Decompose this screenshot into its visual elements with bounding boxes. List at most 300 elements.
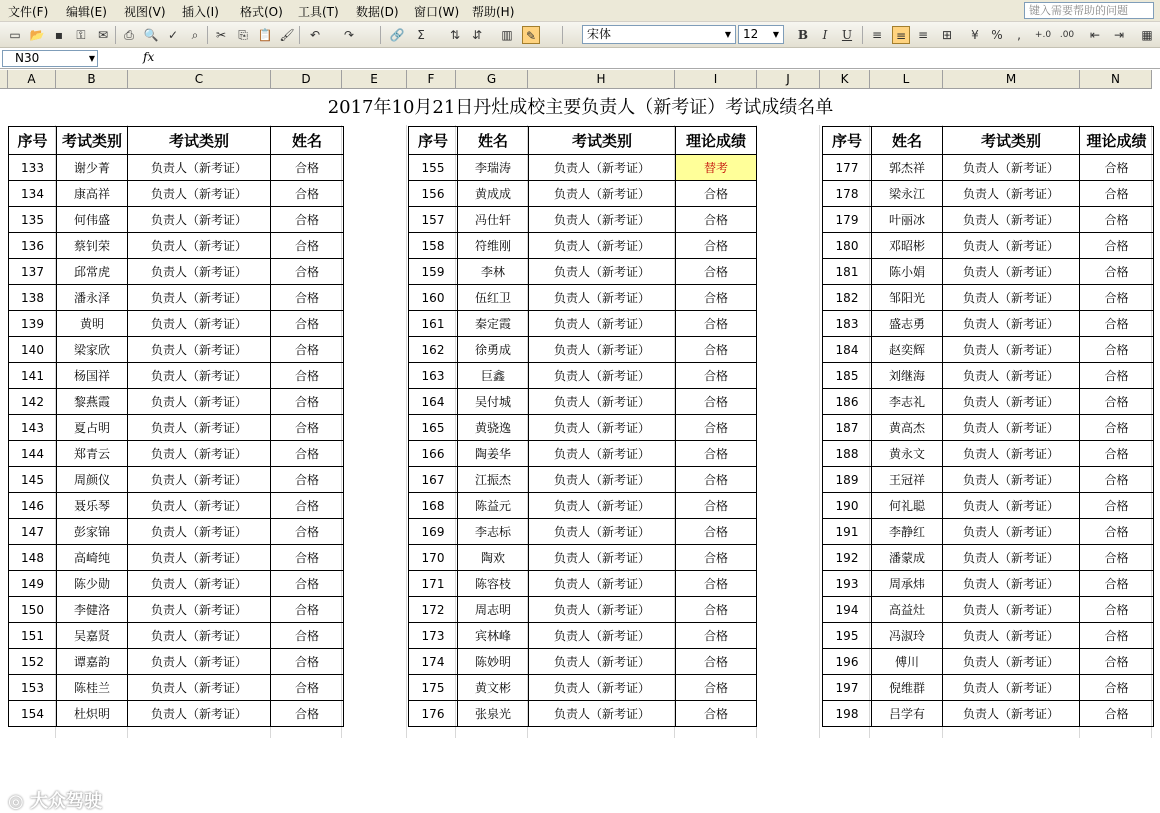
cell[interactable]: 负责人（新考证） [943,259,1080,285]
cell[interactable]: 郭杰祥 [872,155,943,181]
cell[interactable]: 黄明 [57,311,128,337]
cell[interactable]: 冯淑玲 [872,623,943,649]
column-heading[interactable]: 序号 [823,127,872,155]
cell[interactable]: 合格 [676,389,757,415]
cell[interactable]: 合格 [271,675,344,701]
sort-descending-icon[interactable]: ⇵ [471,28,483,42]
cell[interactable]: 141 [9,363,57,389]
cell[interactable]: 负责人（新考证） [529,493,676,519]
cell[interactable]: 负责人（新考证） [529,519,676,545]
cell[interactable]: 巨鑫 [458,363,529,389]
cell[interactable]: 彭家锦 [57,519,128,545]
cell[interactable]: 符维刚 [458,233,529,259]
cell[interactable]: 179 [823,207,872,233]
decrease-decimal-icon[interactable]: .00 [1059,30,1075,40]
cell[interactable]: 黎燕霞 [57,389,128,415]
cell[interactable]: 191 [823,519,872,545]
cell[interactable]: 合格 [676,259,757,285]
cell[interactable]: 合格 [271,545,344,571]
cell[interactable]: 合格 [1080,571,1154,597]
cell[interactable]: 负责人（新考证） [128,519,271,545]
column-header[interactable]: M [943,70,1080,89]
cell[interactable]: 负责人（新考证） [128,181,271,207]
cell[interactable]: 合格 [676,233,757,259]
cell[interactable]: 合格 [1080,467,1154,493]
cell[interactable]: 合格 [1080,337,1154,363]
cell[interactable]: 邓昭彬 [872,233,943,259]
cell[interactable]: 吴嘉贤 [57,623,128,649]
cell[interactable]: 潘永泽 [57,285,128,311]
cell[interactable]: 合格 [1080,181,1154,207]
cell[interactable]: 合格 [271,649,344,675]
cell[interactable]: 夏占明 [57,415,128,441]
cell[interactable]: 合格 [676,571,757,597]
cell[interactable]: 155 [409,155,458,181]
cell[interactable]: 负责人（新考证） [529,571,676,597]
cut-icon[interactable]: ✂ [215,28,227,42]
cell[interactable]: 负责人（新考证） [529,675,676,701]
cell[interactable]: 负责人（新考证） [128,571,271,597]
cell[interactable]: 145 [9,467,57,493]
cell[interactable]: 合格 [1080,649,1154,675]
cell[interactable]: 负责人（新考证） [529,415,676,441]
align-center-icon[interactable]: ≡ [892,26,910,44]
merge-center-icon[interactable]: ⊞ [941,28,953,42]
cell[interactable]: 负责人（新考证） [943,545,1080,571]
cell[interactable]: 合格 [271,493,344,519]
cell[interactable]: 负责人（新考证） [529,441,676,467]
menu-view[interactable]: 视图(V) [124,5,166,19]
cell[interactable]: 王冠祥 [872,467,943,493]
cell[interactable]: 138 [9,285,57,311]
cell[interactable]: 吴付城 [458,389,529,415]
underline-button[interactable]: U [841,28,853,42]
cell[interactable]: 合格 [1080,363,1154,389]
cell[interactable]: 158 [409,233,458,259]
cell[interactable]: 负责人（新考证） [529,155,676,181]
cell[interactable]: 137 [9,259,57,285]
cell[interactable]: 合格 [271,337,344,363]
cell[interactable]: 174 [409,649,458,675]
cell[interactable]: 合格 [1080,259,1154,285]
menu-window[interactable]: 窗口(W) [414,5,460,19]
cell[interactable]: 邹阳光 [872,285,943,311]
cell[interactable]: 黄文彬 [458,675,529,701]
cell[interactable]: 负责人（新考证） [529,701,676,727]
decrease-indent-icon[interactable]: ⇤ [1089,28,1101,42]
cell[interactable]: 合格 [271,363,344,389]
column-heading[interactable]: 考试类别 [57,127,128,155]
save-icon[interactable]: ▪ [54,28,64,42]
cell[interactable]: 合格 [271,207,344,233]
cell[interactable]: 负责人（新考证） [128,285,271,311]
cell[interactable]: 合格 [1080,623,1154,649]
cell[interactable]: 宾林峰 [458,623,529,649]
select-all-corner[interactable] [0,70,8,89]
cell[interactable]: 潘蒙成 [872,545,943,571]
menu-tools[interactable]: 工具(T) [298,5,339,19]
cell[interactable]: 负责人（新考证） [943,441,1080,467]
cell[interactable]: 173 [409,623,458,649]
cell[interactable]: 143 [9,415,57,441]
cell[interactable]: 177 [823,155,872,181]
column-header[interactable]: F [407,70,456,89]
copy-icon[interactable]: ⎘ [238,28,248,42]
column-heading[interactable]: 理论成绩 [676,127,757,155]
cell[interactable]: 负责人（新考证） [128,441,271,467]
drawing-icon[interactable]: ✎ [522,26,540,44]
cell[interactable]: 负责人（新考证） [943,415,1080,441]
cell[interactable]: 负责人（新考证） [128,701,271,727]
column-header[interactable]: L [870,70,943,89]
column-header[interactable]: E [342,70,407,89]
cell[interactable]: 负责人（新考证） [529,389,676,415]
cell[interactable]: 168 [409,493,458,519]
cell[interactable]: 负责人（新考证） [128,649,271,675]
format-painter-icon[interactable]: 🖌 [279,28,295,42]
cell[interactable]: 周志明 [458,597,529,623]
cell[interactable]: 何伟盛 [57,207,128,233]
cell[interactable]: 合格 [1080,597,1154,623]
cell[interactable]: 187 [823,415,872,441]
cell[interactable]: 148 [9,545,57,571]
cell[interactable]: 负责人（新考证） [943,649,1080,675]
cell[interactable]: 133 [9,155,57,181]
cell[interactable]: 吕学有 [872,701,943,727]
cell[interactable]: 183 [823,311,872,337]
cell[interactable]: 合格 [676,649,757,675]
cell[interactable]: 伍红卫 [458,285,529,311]
cell[interactable]: 负责人（新考证） [128,597,271,623]
cell[interactable]: 171 [409,571,458,597]
cell[interactable]: 叶丽冰 [872,207,943,233]
cell[interactable]: 合格 [676,701,757,727]
italic-button[interactable]: I [822,28,828,42]
bold-button[interactable]: B [797,28,809,42]
permission-icon[interactable]: ⚿ [76,28,86,42]
cell[interactable]: 161 [409,311,458,337]
menu-file[interactable]: 文件(F) [8,5,49,19]
cell[interactable]: 负责人（新考证） [128,493,271,519]
cell[interactable]: 160 [409,285,458,311]
cell[interactable]: 刘继海 [872,363,943,389]
cell[interactable]: 163 [409,363,458,389]
cell[interactable]: 陈桂兰 [57,675,128,701]
cell[interactable]: 负责人（新考证） [529,233,676,259]
cell[interactable]: 杨国祥 [57,363,128,389]
cell[interactable]: 谭嘉韵 [57,649,128,675]
redo-icon[interactable]: ↷ [343,28,355,42]
cell[interactable]: 152 [9,649,57,675]
cell[interactable]: 合格 [271,519,344,545]
cell[interactable]: 197 [823,675,872,701]
cell[interactable]: 蔡钊荣 [57,233,128,259]
cell[interactable]: 合格 [271,389,344,415]
cell[interactable]: 195 [823,623,872,649]
cell[interactable]: 负责人（新考证） [943,285,1080,311]
undo-icon[interactable]: ↶ [309,28,321,42]
column-heading[interactable]: 考试类别 [128,127,271,155]
cell[interactable]: 负责人（新考证） [128,259,271,285]
sort-ascending-icon[interactable]: ⇅ [449,28,461,42]
column-heading[interactable]: 考试类别 [529,127,676,155]
cell[interactable]: 合格 [271,441,344,467]
column-header[interactable]: C [128,70,271,89]
cell[interactable]: 黄成成 [458,181,529,207]
cell[interactable]: 合格 [676,545,757,571]
spelling-icon[interactable]: ✓ [167,28,179,42]
cell[interactable]: 156 [409,181,458,207]
font-name-select[interactable] [582,25,736,44]
cell[interactable]: 陈容枝 [458,571,529,597]
cell[interactable]: 负责人（新考证） [943,623,1080,649]
paste-icon[interactable]: 📋 [257,28,273,42]
cell[interactable]: 高崎纯 [57,545,128,571]
menu-insert[interactable]: 插入(I) [182,5,219,19]
cell[interactable]: 198 [823,701,872,727]
cell[interactable]: 157 [409,207,458,233]
column-header[interactable]: G [456,70,528,89]
cell[interactable]: 张泉光 [458,701,529,727]
cell[interactable]: 何礼聪 [872,493,943,519]
cell[interactable]: 182 [823,285,872,311]
autosum-icon[interactable]: Σ [417,28,425,42]
increase-decimal-icon[interactable]: +.0 [1034,30,1052,40]
print-icon[interactable]: ⎙ [124,28,134,42]
cell[interactable]: 陈益元 [458,493,529,519]
cell[interactable]: 136 [9,233,57,259]
cell[interactable]: 负责人（新考证） [529,311,676,337]
menu-help[interactable]: 帮助(H) [472,5,515,19]
cell[interactable]: 周颜仪 [57,467,128,493]
cell[interactable]: 合格 [271,571,344,597]
column-heading[interactable]: 姓名 [458,127,529,155]
cell[interactable]: 李志标 [458,519,529,545]
column-header[interactable]: H [528,70,675,89]
cell[interactable]: 负责人（新考证） [128,363,271,389]
cell[interactable]: 181 [823,259,872,285]
cell[interactable]: 负责人（新考证） [943,701,1080,727]
cell[interactable]: 负责人（新考证） [128,233,271,259]
cell[interactable]: 合格 [676,337,757,363]
cell[interactable]: 192 [823,545,872,571]
cell[interactable]: 合格 [1080,519,1154,545]
cell[interactable]: 合格 [676,597,757,623]
column-heading[interactable]: 姓名 [271,127,344,155]
cell[interactable]: 盛志勇 [872,311,943,337]
increase-indent-icon[interactable]: ⇥ [1113,28,1125,42]
cell[interactable]: 陶姜华 [458,441,529,467]
cell[interactable]: 150 [9,597,57,623]
highlighted-cell[interactable]: 替考 [676,155,757,181]
cell[interactable]: 聂乐琴 [57,493,128,519]
cell[interactable]: 负责人（新考证） [128,337,271,363]
font-size-select[interactable] [738,25,784,44]
menu-format[interactable]: 格式(O) [240,5,283,19]
cell[interactable]: 冯仕轩 [458,207,529,233]
column-header[interactable]: K [820,70,870,89]
cell[interactable]: 黄高杰 [872,415,943,441]
cell[interactable]: 169 [409,519,458,545]
print-preview-icon[interactable]: 🔍 [143,28,159,42]
cell[interactable]: 147 [9,519,57,545]
cell[interactable]: 杜炽明 [57,701,128,727]
cell[interactable]: 傅川 [872,649,943,675]
cell[interactable]: 178 [823,181,872,207]
cell[interactable]: 合格 [676,519,757,545]
function-icon[interactable]: fx [143,50,155,64]
cell[interactable]: 负责人（新考证） [128,415,271,441]
cell[interactable]: 134 [9,181,57,207]
cell[interactable]: 合格 [1080,285,1154,311]
cell[interactable]: 负责人（新考证） [128,545,271,571]
cell[interactable]: 194 [823,597,872,623]
cell[interactable]: 140 [9,337,57,363]
cell[interactable]: 徐勇成 [458,337,529,363]
cell[interactable]: 144 [9,441,57,467]
cell[interactable]: 负责人（新考证） [529,207,676,233]
cell[interactable]: 倪维群 [872,675,943,701]
cell[interactable]: 负责人（新考证） [128,675,271,701]
cell[interactable]: 合格 [271,701,344,727]
cell[interactable]: 135 [9,207,57,233]
comma-style-icon[interactable]: , [1017,28,1021,42]
cell[interactable]: 负责人（新考证） [943,493,1080,519]
cell[interactable]: 合格 [1080,701,1154,727]
worksheet[interactable] [8,89,1160,812]
cell[interactable]: 负责人（新考证） [943,181,1080,207]
cell[interactable]: 黄永文 [872,441,943,467]
cell[interactable]: 负责人（新考证） [128,155,271,181]
cell[interactable]: 李志礼 [872,389,943,415]
cell[interactable]: 秦定霞 [458,311,529,337]
cell[interactable]: 合格 [1080,441,1154,467]
cell[interactable]: 赵奕辉 [872,337,943,363]
cell[interactable]: 151 [9,623,57,649]
align-right-icon[interactable]: ≡ [917,28,929,42]
cell[interactable]: 193 [823,571,872,597]
cell[interactable]: 李静红 [872,519,943,545]
cell[interactable]: 合格 [271,311,344,337]
cell[interactable]: 合格 [676,467,757,493]
open-folder-icon[interactable]: 📂 [29,28,45,42]
cell[interactable]: 负责人（新考证） [943,233,1080,259]
cell[interactable]: 184 [823,337,872,363]
cell[interactable]: 合格 [1080,415,1154,441]
column-header[interactable]: I [675,70,757,89]
cell[interactable]: 合格 [1080,493,1154,519]
email-icon[interactable]: ✉ [97,28,109,42]
cell[interactable]: 负责人（新考证） [529,623,676,649]
cell[interactable]: 149 [9,571,57,597]
cell[interactable]: 负责人（新考证） [529,363,676,389]
column-header[interactable]: J [757,70,820,89]
cell[interactable]: 康高祥 [57,181,128,207]
cell[interactable]: 陈少勋 [57,571,128,597]
research-icon[interactable]: ⌕ [191,28,199,42]
cell[interactable]: 负责人（新考证） [943,207,1080,233]
cell[interactable]: 154 [9,701,57,727]
cell[interactable]: 186 [823,389,872,415]
cell[interactable]: 负责人（新考证） [529,181,676,207]
cell[interactable]: 负责人（新考证） [529,285,676,311]
cell[interactable]: 负责人（新考证） [529,545,676,571]
column-header[interactable]: D [271,70,342,89]
cell[interactable]: 负责人（新考证） [943,597,1080,623]
cell[interactable]: 合格 [676,415,757,441]
cell[interactable]: 合格 [1080,389,1154,415]
cell[interactable]: 196 [823,649,872,675]
cell[interactable]: 黄骁逸 [458,415,529,441]
column-header[interactable]: A [8,70,56,89]
cell[interactable]: 负责人（新考证） [128,467,271,493]
cell[interactable]: 负责人（新考证） [529,467,676,493]
cell[interactable]: 188 [823,441,872,467]
cell[interactable]: 负责人（新考证） [943,467,1080,493]
cell[interactable]: 陈小娟 [872,259,943,285]
column-heading[interactable]: 姓名 [872,127,943,155]
cell[interactable]: 合格 [676,311,757,337]
cell[interactable]: 负责人（新考证） [943,311,1080,337]
cell[interactable]: 合格 [676,363,757,389]
column-header[interactable]: B [56,70,128,89]
cell[interactable]: 谢少菁 [57,155,128,181]
cell[interactable]: 153 [9,675,57,701]
cell[interactable]: 190 [823,493,872,519]
cell[interactable]: 167 [409,467,458,493]
cell[interactable]: 175 [409,675,458,701]
cell[interactable]: 负责人（新考证） [529,597,676,623]
cell[interactable]: 梁家欣 [57,337,128,363]
cell[interactable]: 185 [823,363,872,389]
cell[interactable]: 负责人（新考证） [943,519,1080,545]
align-left-icon[interactable]: ≡ [871,28,883,42]
cell[interactable]: 合格 [271,597,344,623]
cell[interactable]: 合格 [1080,311,1154,337]
cell[interactable]: 180 [823,233,872,259]
cell[interactable]: 邱常虎 [57,259,128,285]
cell[interactable]: 梁永江 [872,181,943,207]
cell[interactable]: 139 [9,311,57,337]
percent-button[interactable]: % [991,28,1003,42]
cell[interactable]: 合格 [676,207,757,233]
cell[interactable]: 江振杰 [458,467,529,493]
cell[interactable]: 负责人（新考证） [128,389,271,415]
cell[interactable]: 合格 [676,181,757,207]
chart-wizard-icon[interactable]: ▥ [501,28,513,42]
cell[interactable]: 李瑞涛 [458,155,529,181]
cell[interactable]: 合格 [271,285,344,311]
cell[interactable]: 负责人（新考证） [943,675,1080,701]
cell[interactable]: 176 [409,701,458,727]
column-heading[interactable]: 序号 [409,127,458,155]
cell[interactable]: 142 [9,389,57,415]
cell[interactable]: 合格 [271,415,344,441]
cell[interactable]: 合格 [1080,207,1154,233]
cell[interactable]: 负责人（新考证） [529,337,676,363]
column-heading[interactable]: 序号 [9,127,57,155]
cell[interactable]: 负责人（新考证） [943,155,1080,181]
cell[interactable]: 合格 [271,259,344,285]
cell[interactable]: 合格 [676,285,757,311]
cell[interactable]: 162 [409,337,458,363]
cell[interactable]: 合格 [676,675,757,701]
cell[interactable]: 负责人（新考证） [943,363,1080,389]
cell[interactable]: 周承炜 [872,571,943,597]
cell[interactable]: 合格 [676,441,757,467]
cell[interactable]: 高益灶 [872,597,943,623]
new-file-icon[interactable]: ▭ [9,28,21,42]
